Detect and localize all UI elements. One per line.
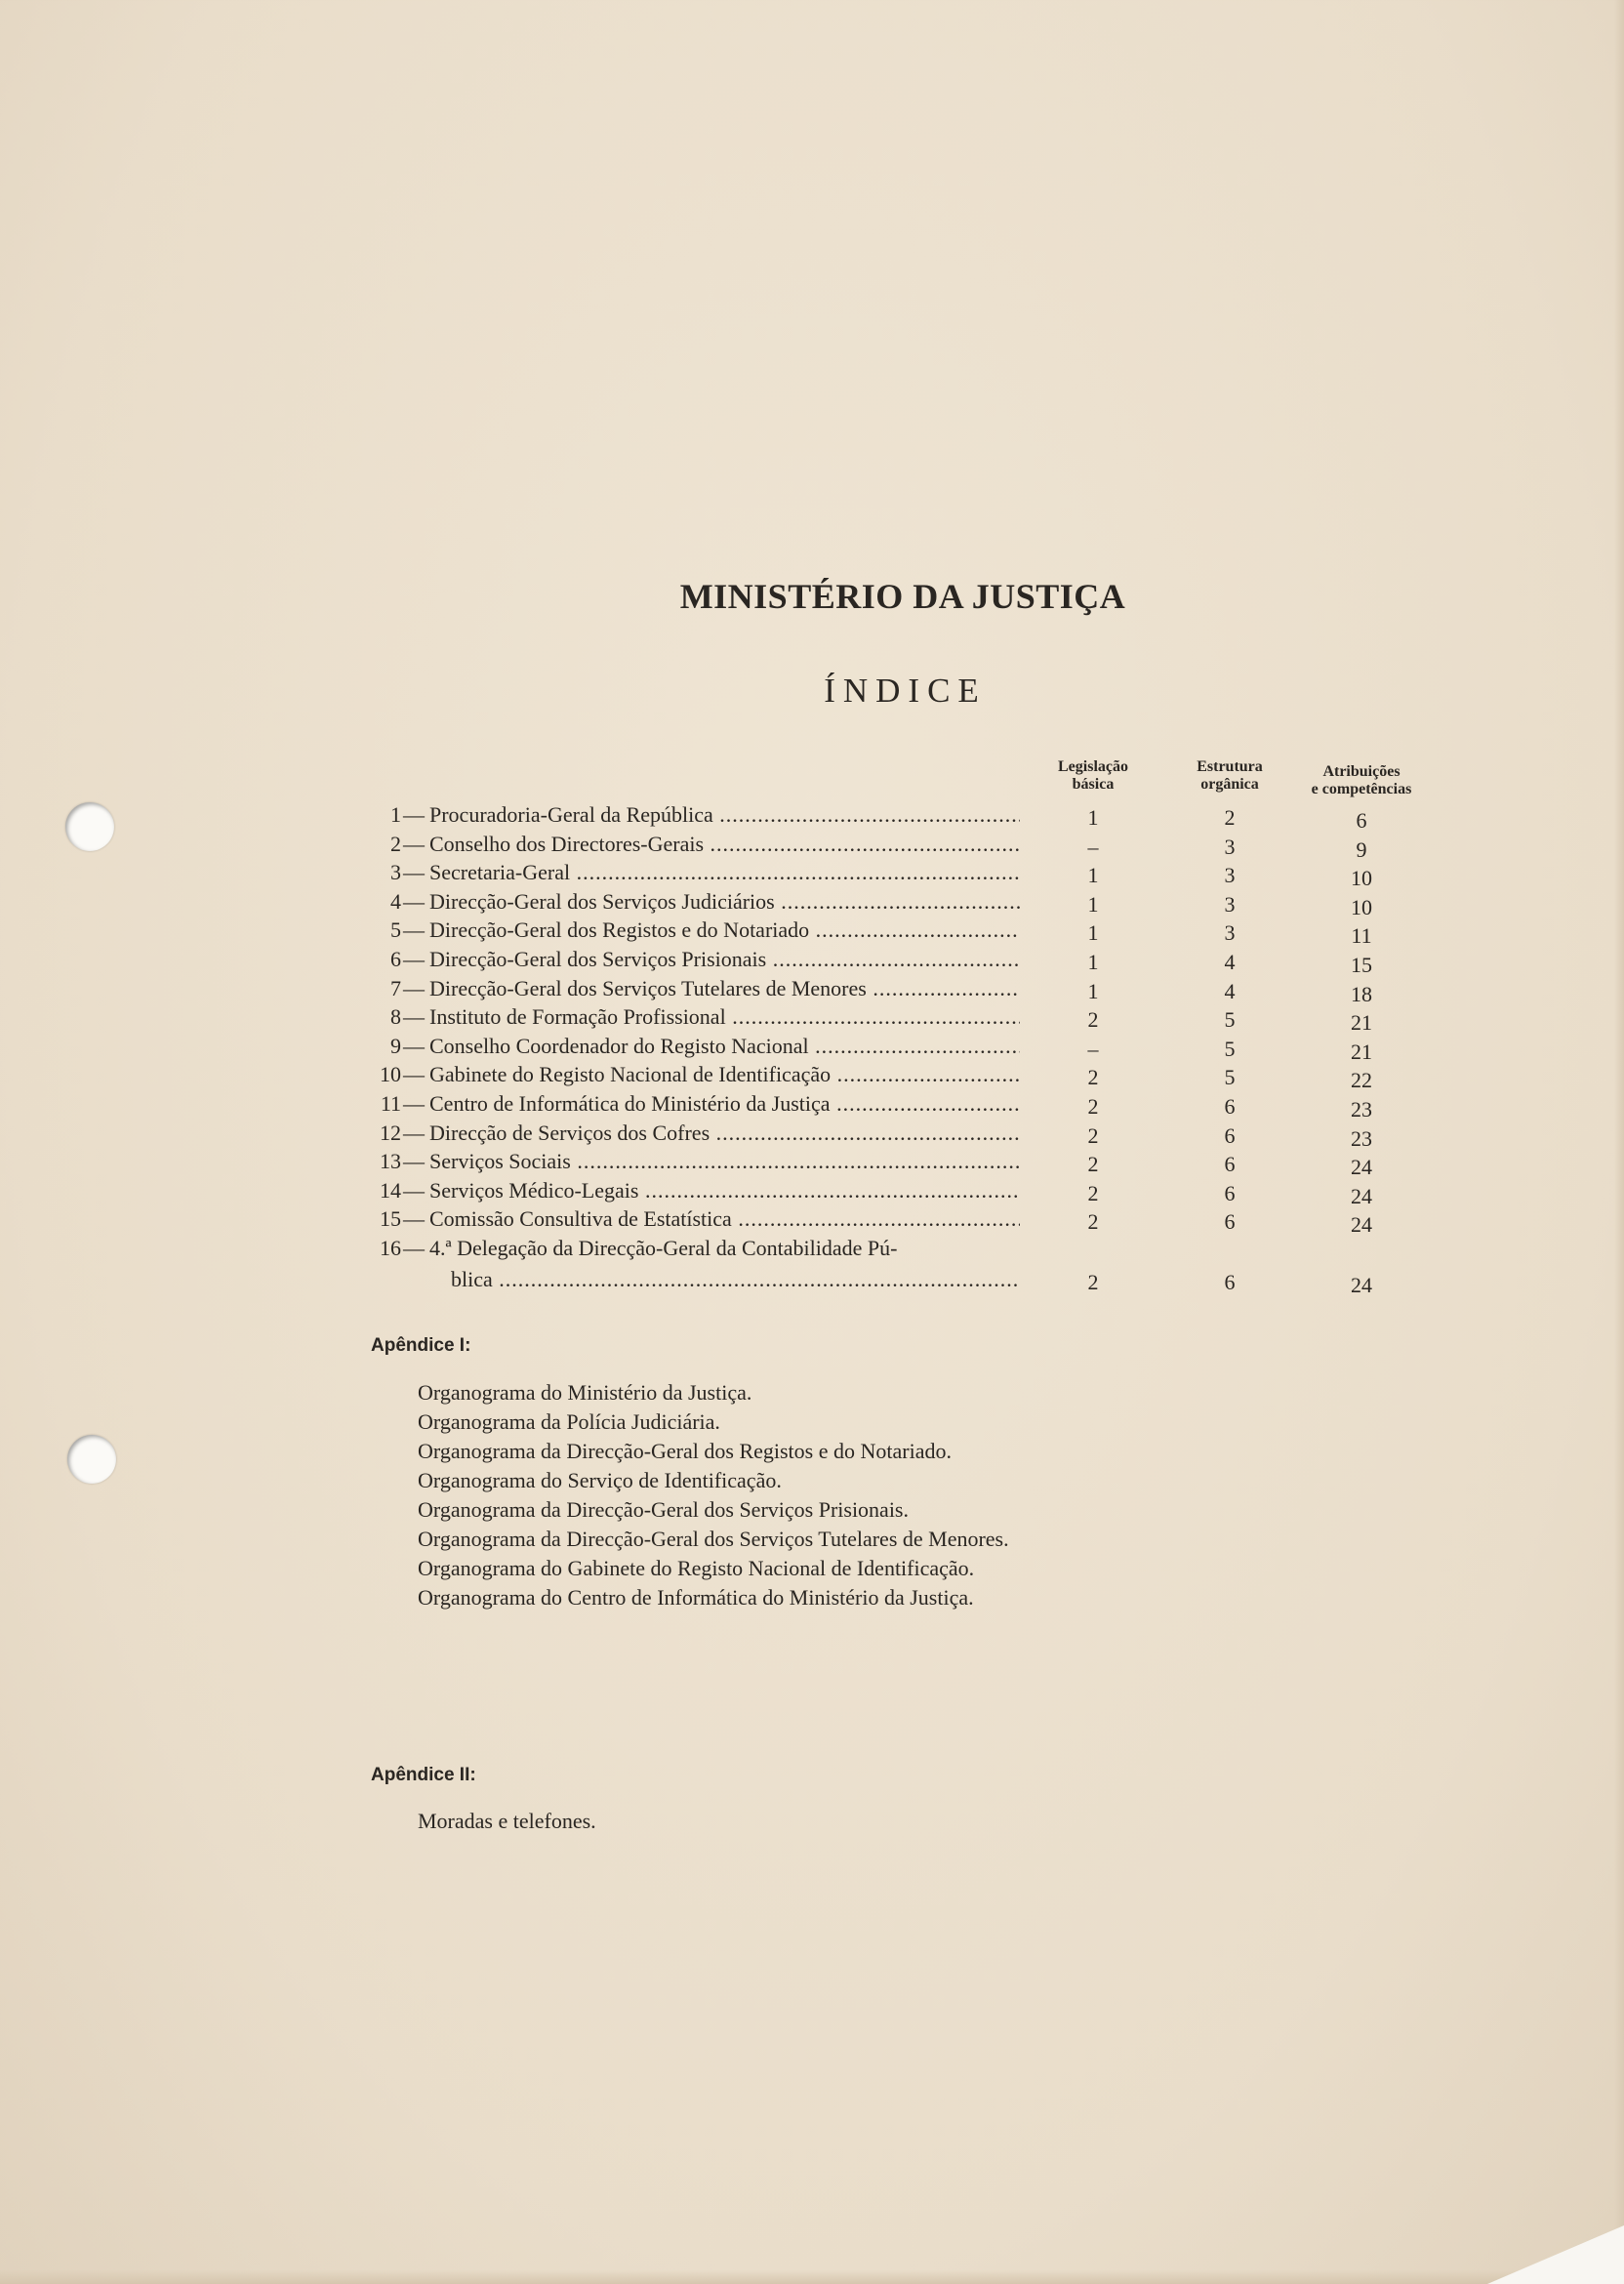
entry-dash: — <box>403 802 425 827</box>
appendix-item: Organograma do Serviço de Identificação. <box>418 1468 782 1492</box>
index-row <box>0 1178 1624 1207</box>
legislacao-value: 2 <box>1087 1181 1099 1205</box>
entry-number: 11 <box>380 1091 401 1116</box>
estrutura-value: 3 <box>1224 835 1236 859</box>
appendix-2-list <box>418 1807 1018 1836</box>
entry-label: Serviços Sociais ..... <box>429 1149 1020 1174</box>
entry-number: 7 <box>390 976 401 1000</box>
atribuicoes-value: 22 <box>1351 1068 1372 1092</box>
index-row <box>0 1206 1624 1236</box>
entry-dash: — <box>403 1236 425 1260</box>
entry-label: Serviços Médico-Legais ..... <box>429 1178 1020 1203</box>
legislacao-value: – <box>1087 835 1099 859</box>
index-row <box>0 889 1624 918</box>
estrutura-value: 5 <box>1224 1007 1236 1032</box>
appendix-1-list <box>418 1378 1018 1612</box>
index-row <box>0 1149 1624 1178</box>
estrutura-value: 6 <box>1224 1209 1236 1234</box>
index-row <box>0 1034 1624 1063</box>
entry-number: 4 <box>390 889 401 914</box>
estrutura-value: 6 <box>1224 1123 1236 1148</box>
legislacao-value: 2 <box>1087 1123 1099 1148</box>
appendix-item: Organograma da Polícia Judiciária. <box>418 1409 720 1434</box>
entry-label: Centro de Informática do Ministério da Justiça ..... <box>429 1091 1020 1117</box>
index-row <box>0 832 1624 861</box>
index-row <box>0 976 1624 1005</box>
entry-number: 16 <box>380 1236 401 1260</box>
entry-label: Direcção-Geral dos Serviços Tutelares de Menores ..... <box>429 976 1020 1001</box>
entry-number: 2 <box>390 832 401 856</box>
entry-number: 13 <box>380 1149 401 1173</box>
appendix-item: Organograma do Ministério da Justiça. <box>418 1380 752 1405</box>
entry-number: 15 <box>380 1206 401 1231</box>
appendix-item: Organograma da Direcção-Geral dos Registos e do Notariado. <box>418 1439 952 1463</box>
entry-dash: — <box>403 1004 425 1029</box>
atribuicoes-value: 24 <box>1351 1184 1372 1208</box>
legislacao-value: 2 <box>1087 1007 1099 1032</box>
estrutura-value: 6 <box>1224 1152 1236 1176</box>
legislacao-value: 2 <box>1087 1094 1099 1119</box>
entry-dash: — <box>403 860 425 884</box>
legislacao-value: 1 <box>1087 979 1099 1003</box>
atribuicoes-value: 11 <box>1351 923 1372 948</box>
column-header-atribuicoes: Atribuições e competências <box>1311 763 1412 797</box>
atribuicoes-value: 23 <box>1351 1097 1372 1122</box>
index-row <box>0 1236 1624 1297</box>
entry-dash: — <box>403 889 425 914</box>
atribuicoes-value: 10 <box>1351 866 1372 890</box>
column-header-estrutura: Estrutura orgânica <box>1197 758 1263 793</box>
entry-label-continued: blica ..... <box>451 1267 1020 1292</box>
atribuicoes-value: 9 <box>1356 837 1367 862</box>
estrutura-value: 3 <box>1224 920 1236 945</box>
entry-number: 10 <box>380 1062 401 1086</box>
atribuicoes-value: 24 <box>1351 1155 1372 1179</box>
atribuicoes-value: 18 <box>1351 982 1372 1006</box>
index-row <box>0 1004 1624 1034</box>
entry-label: Procuradoria-Geral da República ..... <box>429 802 1020 828</box>
legislacao-value: 1 <box>1087 950 1099 974</box>
entry-number: 14 <box>380 1178 401 1203</box>
legislacao-value: 2 <box>1087 1209 1099 1234</box>
atribuicoes-value: 23 <box>1351 1126 1372 1151</box>
entry-dash: — <box>403 1062 425 1086</box>
entry-dash: — <box>403 1178 425 1203</box>
column-header-legislacao: Legislação básica <box>1058 758 1128 793</box>
estrutura-value: 5 <box>1224 1037 1236 1061</box>
entry-dash: — <box>403 1091 425 1116</box>
entry-label: Conselho dos Directores-Gerais ..... <box>429 832 1020 857</box>
estrutura-value: 6 <box>1224 1270 1236 1294</box>
legislacao-value: 2 <box>1087 1270 1099 1294</box>
entry-dash: — <box>403 976 425 1000</box>
punch-hole <box>67 1435 116 1484</box>
entry-label: Direcção-Geral dos Registos e do Notariado ..... <box>429 918 1020 943</box>
index-row <box>0 802 1624 832</box>
legislacao-value: 1 <box>1087 892 1099 917</box>
page-title: MINISTÉRIO DA JUSTIÇA <box>679 577 1126 616</box>
entry-number: 5 <box>390 918 401 942</box>
entry-label: Direcção-Geral dos Serviços Judiciários ..... <box>429 889 1020 915</box>
entry-number: 3 <box>390 860 401 884</box>
entry-label: 4.ª Delegação da Direcção-Geral da Contabilidade Pú- <box>429 1236 898 1260</box>
atribuicoes-value: 24 <box>1351 1273 1372 1297</box>
atribuicoes-value: 21 <box>1351 1010 1372 1035</box>
atribuicoes-value: 6 <box>1356 808 1367 833</box>
legislacao-value: 1 <box>1087 805 1099 830</box>
entry-label: Secretaria-Geral ..... <box>429 860 1020 885</box>
estrutura-value: 4 <box>1224 950 1236 974</box>
legislacao-value: 2 <box>1087 1065 1099 1089</box>
entry-dash: — <box>403 1034 425 1058</box>
appendix-item: Organograma da Direcção-Geral dos Serviços Prisionais. <box>418 1497 909 1522</box>
estrutura-value: 5 <box>1224 1065 1236 1089</box>
index-row <box>0 1062 1624 1091</box>
index-row <box>0 918 1624 947</box>
entry-number: 8 <box>390 1004 401 1029</box>
legislacao-value: 1 <box>1087 863 1099 887</box>
estrutura-value: 3 <box>1224 892 1236 917</box>
appendix-item: Organograma da Direcção-Geral dos Serviços Tutelares de Menores. <box>418 1527 1009 1551</box>
appendix-item: Organograma do Centro de Informática do Ministério da Justiça. <box>418 1585 974 1610</box>
entry-number: 1 <box>390 802 401 827</box>
appendix-1-heading: Apêndice I: <box>371 1335 471 1356</box>
entry-dash: — <box>403 832 425 856</box>
entry-label: Gabinete do Registo Nacional de Identificação ..... <box>429 1062 1020 1087</box>
entry-dash: — <box>403 947 425 971</box>
atribuicoes-value: 15 <box>1351 953 1372 977</box>
entry-label: Comissão Consultiva de Estatística ..... <box>429 1206 1020 1232</box>
entry-dash: — <box>403 918 425 942</box>
atribuicoes-value: 10 <box>1351 895 1372 919</box>
folded-corner <box>1487 2225 1624 2284</box>
estrutura-value: 3 <box>1224 863 1236 887</box>
legislacao-value: 2 <box>1087 1152 1099 1176</box>
index-row <box>0 947 1624 976</box>
entry-label: Instituto de Formação Profissional ..... <box>429 1004 1020 1030</box>
entry-label: Conselho Coordenador do Registo Nacional ..... <box>429 1034 1020 1059</box>
entry-number: 12 <box>380 1121 401 1145</box>
appendix-2-heading: Apêndice II: <box>371 1765 476 1785</box>
atribuicoes-value: 21 <box>1351 1040 1372 1064</box>
entry-label: Direcção de Serviços dos Cofres ..... <box>429 1121 1020 1146</box>
estrutura-value: 2 <box>1224 805 1236 830</box>
page-edge <box>0 2270 1624 2284</box>
appendix-item: Moradas e telefones. <box>418 1809 596 1833</box>
estrutura-value: 6 <box>1224 1094 1236 1119</box>
entry-number: 6 <box>390 947 401 971</box>
index-row <box>0 1091 1624 1121</box>
legislacao-value: – <box>1087 1037 1099 1061</box>
entry-dash: — <box>403 1121 425 1145</box>
entry-dash: — <box>403 1206 425 1231</box>
estrutura-value: 6 <box>1224 1181 1236 1205</box>
entry-label: Direcção-Geral dos Serviços Prisionais ..... <box>429 947 1020 972</box>
index-row <box>0 1121 1624 1150</box>
entry-dash: — <box>403 1149 425 1173</box>
index-heading: ÍNDICE <box>824 672 987 710</box>
appendix-item: Organograma do Gabinete do Registo Nacional de Identificação. <box>418 1556 975 1580</box>
entry-number: 9 <box>390 1034 401 1058</box>
atribuicoes-value: 24 <box>1351 1212 1372 1237</box>
index-row <box>0 860 1624 889</box>
legislacao-value: 1 <box>1087 920 1099 945</box>
estrutura-value: 4 <box>1224 979 1236 1003</box>
